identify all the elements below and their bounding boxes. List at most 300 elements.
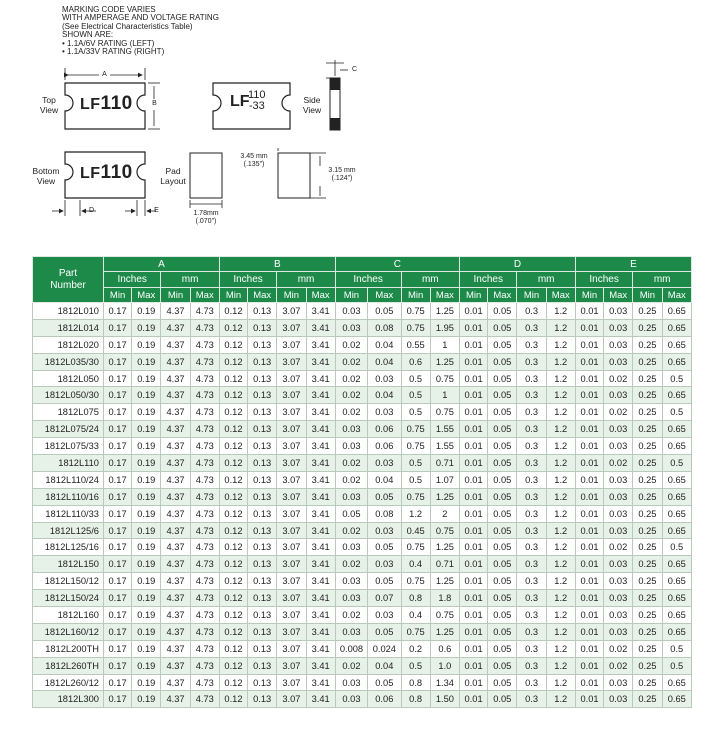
dimension-cell: 0.25 xyxy=(633,640,662,657)
dimension-cell: 0.05 xyxy=(368,674,401,691)
table-row xyxy=(33,640,692,657)
dimension-cell: 0.8 xyxy=(401,590,430,607)
dimension-cell: 0.19 xyxy=(132,421,161,438)
part-number-cell: 1812L075 xyxy=(33,404,104,421)
dimension-cell: 1.2 xyxy=(546,522,575,539)
dimension-cell: 0.25 xyxy=(633,505,662,522)
dimension-cell: 0.13 xyxy=(248,471,277,488)
dimension-cell: 0.75 xyxy=(430,522,459,539)
dimension-cell: 0.05 xyxy=(488,623,517,640)
dimension-cell: 0.05 xyxy=(488,387,517,404)
dimension-cell: 0.01 xyxy=(460,590,488,607)
dimension-cell: 0.19 xyxy=(132,674,161,691)
unit-header: Inches xyxy=(460,272,517,288)
group-header-c: C xyxy=(335,257,459,272)
side-view-label: Side View xyxy=(302,95,322,115)
dimension-cell: 2 xyxy=(430,505,459,522)
dimension-cell: 1.50 xyxy=(430,691,459,708)
dimension-cell: 0.01 xyxy=(460,336,488,353)
dimension-cell: 0.03 xyxy=(368,607,401,624)
dimension-cell: 0.05 xyxy=(488,640,517,657)
dimension-cell: 0.3 xyxy=(517,370,546,387)
marking-right-code: 110 -33 xyxy=(248,89,266,112)
dimension-cell: 0.12 xyxy=(219,640,247,657)
dimension-cell: 4.73 xyxy=(190,455,219,472)
dimension-cell: 0.13 xyxy=(248,522,277,539)
dimension-cell: 0.5 xyxy=(662,539,691,556)
dimension-cell: 0.12 xyxy=(219,590,247,607)
dimension-cell: 0.05 xyxy=(488,573,517,590)
dimension-cell: 3.41 xyxy=(306,522,335,539)
dimension-cell: 3.07 xyxy=(277,505,306,522)
dimension-cell: 0.17 xyxy=(103,539,131,556)
dimension-cell: 0.19 xyxy=(132,471,161,488)
logo-mark: LF xyxy=(80,165,101,182)
dimension-cell: 0.12 xyxy=(219,522,247,539)
dimension-cell: 1.55 xyxy=(430,438,459,455)
dimension-cell: 1.8 xyxy=(430,590,459,607)
dimension-drawing xyxy=(0,0,720,250)
unit-header: mm xyxy=(633,272,692,288)
dimension-cell: 0.05 xyxy=(335,505,367,522)
dimension-cell: 0.12 xyxy=(219,505,247,522)
dimension-cell: 3.41 xyxy=(306,455,335,472)
dimension-cell: 0.02 xyxy=(335,387,367,404)
dimension-cell: 0.13 xyxy=(248,370,277,387)
dimension-cell: 0.3 xyxy=(517,471,546,488)
dimension-cell: 0.12 xyxy=(219,404,247,421)
dimension-cell: 0.3 xyxy=(517,303,546,320)
dimension-cell: 0.17 xyxy=(103,455,131,472)
dimension-cell: 0.01 xyxy=(460,522,488,539)
side-view-terminal-bottom xyxy=(330,118,340,130)
dimension-cell: 3.41 xyxy=(306,404,335,421)
dimension-cell: 0.08 xyxy=(368,319,401,336)
max-header: Max xyxy=(430,288,459,303)
table-row xyxy=(33,623,692,640)
dimension-cell: 0.3 xyxy=(517,657,546,674)
part-number-cell: 1812L035/30 xyxy=(33,353,104,370)
dimension-cell: 0.05 xyxy=(368,539,401,556)
dimension-cell: 1 xyxy=(430,336,459,353)
unit-header: mm xyxy=(161,272,219,288)
dimension-cell: 0.03 xyxy=(335,319,367,336)
dimension-cell: 0.05 xyxy=(488,455,517,472)
dimension-cell: 0.25 xyxy=(633,303,662,320)
dimension-cell: 0.02 xyxy=(335,556,367,573)
dimension-cell: 4.73 xyxy=(190,607,219,624)
dimension-cell: 0.12 xyxy=(219,657,247,674)
part-number-cell: 1812L110 xyxy=(33,455,104,472)
dimension-cell: 0.05 xyxy=(488,590,517,607)
dimension-cell: 3.07 xyxy=(277,387,306,404)
dimension-cell: 0.05 xyxy=(488,539,517,556)
dimension-cell: 1.2 xyxy=(546,336,575,353)
dimension-cell: 0.05 xyxy=(368,623,401,640)
dimension-cell: 0.12 xyxy=(219,471,247,488)
dimension-cell: 0.01 xyxy=(460,370,488,387)
dimension-cell: 0.17 xyxy=(103,303,131,320)
dimension-cell: 0.25 xyxy=(633,556,662,573)
dimension-cell: 0.17 xyxy=(103,471,131,488)
dimension-cell: 1.25 xyxy=(430,488,459,505)
dimension-cell: 1.55 xyxy=(430,421,459,438)
dimension-cell: 0.25 xyxy=(633,522,662,539)
part-number-cell: 1812L050/30 xyxy=(33,387,104,404)
dimension-cell: 0.01 xyxy=(575,590,603,607)
dimension-cell: 3.41 xyxy=(306,319,335,336)
dimension-cell: 0.17 xyxy=(103,353,131,370)
dimension-cell: 0.04 xyxy=(368,387,401,404)
dimension-cell: 0.17 xyxy=(103,556,131,573)
dimension-cell: 0.01 xyxy=(460,573,488,590)
dimension-cell: 0.01 xyxy=(460,657,488,674)
dimension-cell: 0.02 xyxy=(604,539,633,556)
dimension-cell: 0.25 xyxy=(633,471,662,488)
dimension-cell: 1.25 xyxy=(430,623,459,640)
dimension-cell: 0.05 xyxy=(488,421,517,438)
dimension-cell: 0.01 xyxy=(460,387,488,404)
dimension-cell: 0.65 xyxy=(662,303,691,320)
dimension-cell: 1.2 xyxy=(546,438,575,455)
dimension-cell: 4.37 xyxy=(161,691,190,708)
dimension-cell: 0.4 xyxy=(401,556,430,573)
dimension-cell: 0.03 xyxy=(368,522,401,539)
dimension-cell: 0.13 xyxy=(248,607,277,624)
dimension-cell: 0.17 xyxy=(103,438,131,455)
dimension-cell: 4.73 xyxy=(190,640,219,657)
dimension-cell: 0.25 xyxy=(633,590,662,607)
dimension-cell: 4.73 xyxy=(190,573,219,590)
part-number-cell: 1812L110/16 xyxy=(33,488,104,505)
dimension-cell: 0.03 xyxy=(335,421,367,438)
dimension-cell: 0.02 xyxy=(335,353,367,370)
max-header: Max xyxy=(604,288,633,303)
dimension-cell: 0.01 xyxy=(460,303,488,320)
group-header-a: A xyxy=(103,257,219,272)
dimension-cell: 0.03 xyxy=(604,353,633,370)
dimension-cell: 0.03 xyxy=(335,539,367,556)
dimension-cell: 1.2 xyxy=(546,640,575,657)
dimension-cell: 3.41 xyxy=(306,691,335,708)
dimension-cell: 0.01 xyxy=(575,505,603,522)
dimension-cell: 0.3 xyxy=(517,505,546,522)
dimension-cell: 0.55 xyxy=(401,336,430,353)
table-row xyxy=(33,522,692,539)
dimension-cell: 0.05 xyxy=(488,488,517,505)
dimension-cell: 0.01 xyxy=(575,539,603,556)
table-row xyxy=(33,319,692,336)
dimension-cell: 3.07 xyxy=(277,336,306,353)
min-header: Min xyxy=(401,288,430,303)
dimension-cell: 3.41 xyxy=(306,607,335,624)
dimension-cell: 0.02 xyxy=(335,370,367,387)
dimension-cell: 0.19 xyxy=(132,404,161,421)
dimension-cell: 0.02 xyxy=(604,455,633,472)
dimension-cell: 4.73 xyxy=(190,387,219,404)
part-number-cell: 1812L010 xyxy=(33,303,104,320)
dimension-cell: 1.25 xyxy=(430,539,459,556)
dimension-cell: 0.01 xyxy=(575,303,603,320)
dimension-cell: 0.12 xyxy=(219,455,247,472)
dimension-cell: 0.65 xyxy=(662,336,691,353)
dimension-cell: 0.02 xyxy=(335,404,367,421)
dimension-cell: 0.17 xyxy=(103,640,131,657)
dimension-cell: 0.3 xyxy=(517,336,546,353)
dimension-cell: 0.65 xyxy=(662,674,691,691)
dimension-cell: 0.3 xyxy=(517,590,546,607)
table-row xyxy=(33,353,692,370)
dimension-cell: 0.65 xyxy=(662,623,691,640)
dimension-cell: 0.3 xyxy=(517,674,546,691)
dimension-cell: 0.6 xyxy=(401,353,430,370)
dimension-cell: 3.41 xyxy=(306,623,335,640)
dimension-cell: 0.75 xyxy=(401,623,430,640)
dimension-cell: 0.03 xyxy=(335,691,367,708)
dimension-cell: 3.07 xyxy=(277,657,306,674)
dimension-cell: 0.19 xyxy=(132,607,161,624)
dimension-cell: 3.41 xyxy=(306,539,335,556)
dimension-cell: 4.37 xyxy=(161,438,190,455)
dimension-cell: 0.01 xyxy=(460,623,488,640)
dimension-cell: 0.01 xyxy=(460,438,488,455)
marking-bottom: LF110 xyxy=(80,162,133,183)
dimension-cell: 0.03 xyxy=(604,573,633,590)
dimension-cell: 0.02 xyxy=(335,336,367,353)
logo-mark: LF xyxy=(80,96,101,113)
dimension-cell: 3.07 xyxy=(277,488,306,505)
dimension-cell: 0.65 xyxy=(662,573,691,590)
dimension-cell: 3.07 xyxy=(277,674,306,691)
dimension-cell: 0.12 xyxy=(219,488,247,505)
part-number-cell: 1812L014 xyxy=(33,319,104,336)
dimension-cell: 0.05 xyxy=(488,404,517,421)
max-header: Max xyxy=(368,288,401,303)
dimension-cell: 1.25 xyxy=(430,353,459,370)
top-view-label: Top View xyxy=(39,95,59,115)
dimension-cell: 1.2 xyxy=(546,691,575,708)
dimension-cell: 3.07 xyxy=(277,607,306,624)
dimension-cell: 0.03 xyxy=(604,387,633,404)
dimension-cell: 3.07 xyxy=(277,303,306,320)
dimension-cell: 0.25 xyxy=(633,404,662,421)
dimension-cell: 0.05 xyxy=(488,691,517,708)
part-number-cell: 1812L125/6 xyxy=(33,522,104,539)
dimension-cell: 0.5 xyxy=(401,657,430,674)
pad-height-label: 3.15 mm (.124") xyxy=(328,167,356,182)
dimension-cell: 0.05 xyxy=(488,336,517,353)
dimension-cell: 0.01 xyxy=(575,607,603,624)
dimension-cell: 0.04 xyxy=(368,336,401,353)
pad-right xyxy=(278,153,310,198)
dimension-cell: 0.25 xyxy=(633,607,662,624)
dimension-cell: 0.3 xyxy=(517,488,546,505)
part-number-cell: 1812L260TH xyxy=(33,657,104,674)
dimension-cell: 0.3 xyxy=(517,539,546,556)
part-number-cell: 1812L160 xyxy=(33,607,104,624)
table-row xyxy=(33,404,692,421)
dimension-cell: 0.03 xyxy=(368,455,401,472)
dimension-cell: 4.73 xyxy=(190,505,219,522)
dimension-cell: 0.25 xyxy=(633,336,662,353)
dimension-cell: 1.2 xyxy=(546,353,575,370)
max-header: Max xyxy=(662,288,691,303)
min-header: Min xyxy=(103,288,131,303)
dimension-cell: 0.25 xyxy=(633,691,662,708)
dimension-cell: 0.12 xyxy=(219,319,247,336)
dimension-cell: 4.73 xyxy=(190,556,219,573)
dimension-cell: 3.07 xyxy=(277,556,306,573)
table-row xyxy=(33,421,692,438)
unit-header: mm xyxy=(401,272,459,288)
dimension-cell: 0.3 xyxy=(517,573,546,590)
dimension-cell: 4.73 xyxy=(190,438,219,455)
dimension-cell: 0.19 xyxy=(132,505,161,522)
dimension-cell: 0.3 xyxy=(517,623,546,640)
dimension-cell: 0.12 xyxy=(219,556,247,573)
dimension-cell: 0.13 xyxy=(248,455,277,472)
dimension-cell: 0.3 xyxy=(517,522,546,539)
dimension-cell: 0.01 xyxy=(575,522,603,539)
dimension-cell: 4.73 xyxy=(190,353,219,370)
table-row xyxy=(33,370,692,387)
dimension-cell: 4.73 xyxy=(190,421,219,438)
dimension-cell: 4.73 xyxy=(190,539,219,556)
dimension-cell: 0.01 xyxy=(575,438,603,455)
dimension-cell: 0.19 xyxy=(132,455,161,472)
dimension-cell: 0.05 xyxy=(368,573,401,590)
dimension-cell: 0.03 xyxy=(335,488,367,505)
note-line: SHOWN ARE: xyxy=(62,30,114,40)
dimension-cell: 0.03 xyxy=(604,336,633,353)
dimension-cell: 4.37 xyxy=(161,674,190,691)
dimension-cell: 3.41 xyxy=(306,488,335,505)
dimension-cell: 0.65 xyxy=(662,438,691,455)
dimension-cell: 0.13 xyxy=(248,590,277,607)
dimension-cell: 0.03 xyxy=(604,319,633,336)
marking-left: LF110 xyxy=(80,93,133,114)
dimension-cell: 0.12 xyxy=(219,421,247,438)
dimension-cell: 1.2 xyxy=(546,471,575,488)
dimension-cell: 3.41 xyxy=(306,438,335,455)
dimension-cell: 0.65 xyxy=(662,522,691,539)
dimension-cell: 3.41 xyxy=(306,303,335,320)
dimension-cell: 0.5 xyxy=(662,657,691,674)
dimension-cell: 0.07 xyxy=(368,590,401,607)
part-number-cell: 1812L150 xyxy=(33,556,104,573)
dimension-cell: 0.13 xyxy=(248,319,277,336)
dimension-cell: 3.41 xyxy=(306,421,335,438)
dimension-cell: 0.5 xyxy=(401,370,430,387)
dimension-cell: 0.3 xyxy=(517,640,546,657)
dimension-cell: 0.01 xyxy=(575,556,603,573)
dim-b-label: B xyxy=(152,100,157,107)
group-header-d: D xyxy=(460,257,576,272)
note-line: • 1.1A/33V RATING (RIGHT) xyxy=(62,47,165,57)
dimension-cell: 0.25 xyxy=(633,657,662,674)
max-header: Max xyxy=(190,288,219,303)
min-header: Min xyxy=(575,288,603,303)
min-header: Min xyxy=(277,288,306,303)
dimension-cell: 0.01 xyxy=(575,674,603,691)
part-number-cell: 1812L200TH xyxy=(33,640,104,657)
part-number-cell: 1812L075/24 xyxy=(33,421,104,438)
dimension-cell: 0.25 xyxy=(633,438,662,455)
table-row xyxy=(33,438,692,455)
dimension-cell: 0.01 xyxy=(575,640,603,657)
dimension-cell: 0.5 xyxy=(401,471,430,488)
table-row xyxy=(33,336,692,353)
dimension-cell: 0.19 xyxy=(132,573,161,590)
part-number-cell: 1812L150/24 xyxy=(33,590,104,607)
dimension-cell: 0.01 xyxy=(575,455,603,472)
dimension-cell: 0.5 xyxy=(401,387,430,404)
max-header: Max xyxy=(546,288,575,303)
dimension-cell: 0.024 xyxy=(368,640,401,657)
dimension-cell: 0.17 xyxy=(103,387,131,404)
dimension-cell: 0.01 xyxy=(460,455,488,472)
dimension-cell: 4.37 xyxy=(161,556,190,573)
dimension-cell: 0.75 xyxy=(430,404,459,421)
dimension-cell: 3.41 xyxy=(306,573,335,590)
dimension-cell: 3.41 xyxy=(306,353,335,370)
dimension-cell: 0.65 xyxy=(662,421,691,438)
dimension-cell: 0.12 xyxy=(219,353,247,370)
dimension-cell: 0.17 xyxy=(103,370,131,387)
dimension-cell: 0.03 xyxy=(604,438,633,455)
dimension-cell: 0.03 xyxy=(604,590,633,607)
dimension-cell: 0.3 xyxy=(517,556,546,573)
dimension-cell: 0.04 xyxy=(368,471,401,488)
dimension-cell: 3.07 xyxy=(277,640,306,657)
dimension-cell: 0.13 xyxy=(248,573,277,590)
dimension-cell: 1 xyxy=(430,387,459,404)
dimension-cell: 0.12 xyxy=(219,691,247,708)
dimension-cell: 0.45 xyxy=(401,522,430,539)
dimension-cell: 0.19 xyxy=(132,640,161,657)
dimension-cell: 4.37 xyxy=(161,319,190,336)
part-number-cell: 1812L050 xyxy=(33,370,104,387)
dimension-cell: 0.13 xyxy=(248,623,277,640)
dimension-cell: 4.37 xyxy=(161,404,190,421)
dimension-cell: 0.19 xyxy=(132,370,161,387)
dimension-cell: 0.19 xyxy=(132,657,161,674)
dimension-cell: 0.02 xyxy=(335,471,367,488)
dimension-cell: 4.37 xyxy=(161,303,190,320)
unit-header: Inches xyxy=(575,272,632,288)
dimension-cell: 0.03 xyxy=(335,573,367,590)
min-header: Min xyxy=(517,288,546,303)
dimension-cell: 3.07 xyxy=(277,539,306,556)
pad-size-label: 1.78mm (.070") xyxy=(193,210,219,225)
dimension-cell: 0.01 xyxy=(575,691,603,708)
part-number-cell: 1812L110/33 xyxy=(33,505,104,522)
dimension-cell: 0.01 xyxy=(460,404,488,421)
max-header: Max xyxy=(488,288,517,303)
dimension-cell: 0.75 xyxy=(401,539,430,556)
dimension-cell: 0.17 xyxy=(103,573,131,590)
dimension-cell: 0.12 xyxy=(219,674,247,691)
dimension-cell: 0.03 xyxy=(335,623,367,640)
dimension-cell: 0.01 xyxy=(575,471,603,488)
dimension-cell: 0.75 xyxy=(401,303,430,320)
unit-header: Inches xyxy=(335,272,401,288)
table-row xyxy=(33,590,692,607)
dimension-cell: 0.8 xyxy=(401,691,430,708)
table-row xyxy=(33,488,692,505)
pad-layout-label: Pad Layout xyxy=(160,166,186,186)
dimension-cell: 0.17 xyxy=(103,488,131,505)
